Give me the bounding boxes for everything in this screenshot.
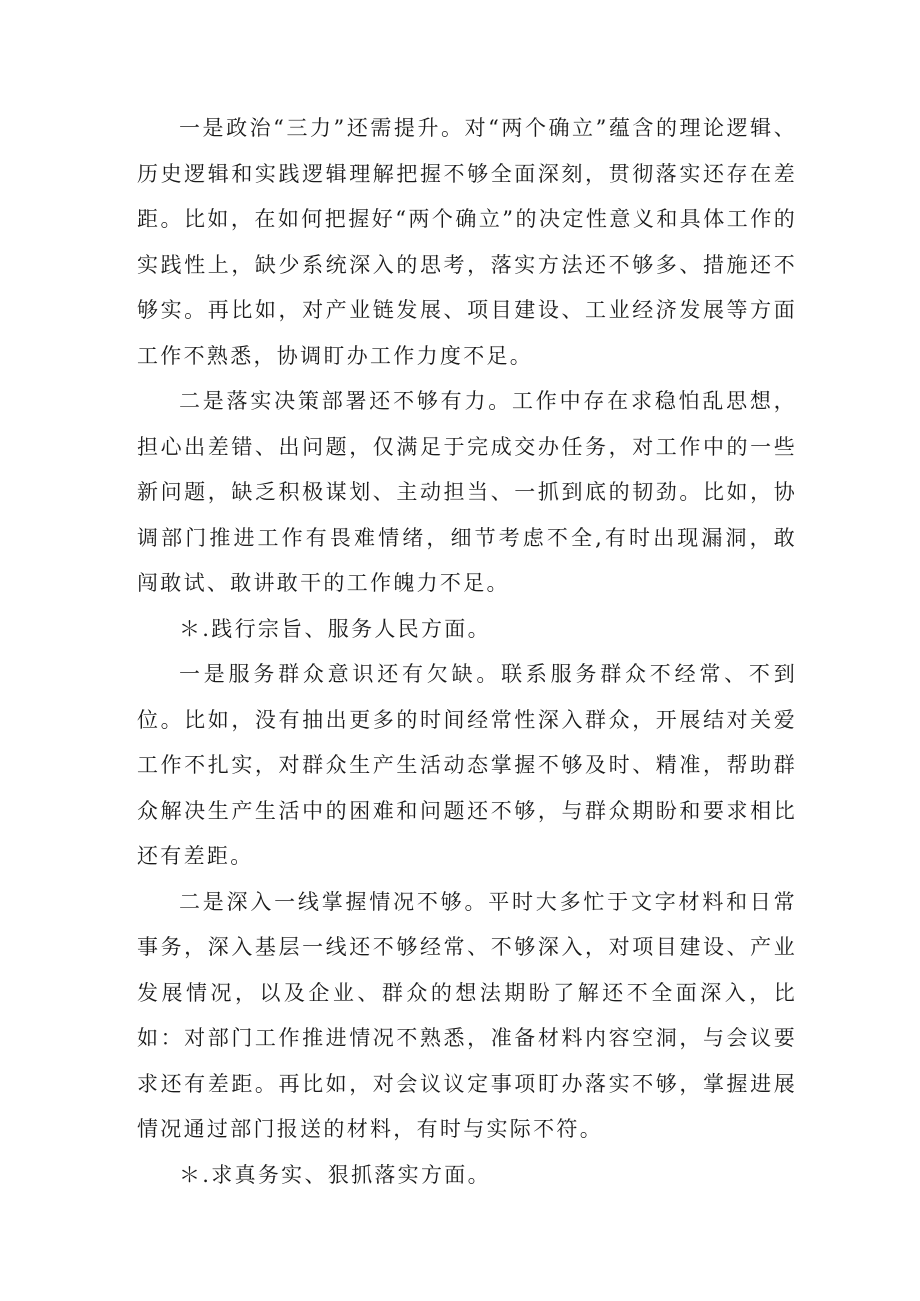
paragraph-political-ability: 一是政治“三力”还需提升。对“两个确立”蕴含的理论逻辑、历史逻辑和实践逻辑理解把握不够全面深刻，贯彻落实还存在差距。比如，在如何把握好“两个确立”的决定性意义和具体工作的实践性上，缺少系统深入的思考，落实方法还不够多、措施还不够实。再比如，对产业链发展、项目建设、工业经济发展等方面工作不熟悉，协调盯办工作力度不足。 bbox=[137, 116, 797, 368]
section-heading-serve-people: ＊.践行宗旨、服务人民方面。 bbox=[179, 616, 491, 641]
paragraph-frontline-understanding: 二是深入一线掌握情况不够。平时大多忙于文字材料和日常事务，深入基层一线还不够经常、不够深入，对项目建设、产业发展情况，以及企业、群众的想法期盼了解还不全面深入，比如：对部门工作推进情况不熟悉，准备材料内容空洞，与会议要求还有差距。再比如，对会议议定事项盯办落实不够，掌握进展情况通过部门报送的材料，有时与实际不符。 bbox=[137, 889, 797, 1141]
paragraph-service-awareness: 一是服务群众意识还有欠缺。联系服务群众不经常、不到位。比如，没有抽出更多的时间经常性深入群众，开展结对关爱工作不扎实，对群众生产生活动态掌握不够及时、精准，帮助群众解决生产生活中的困难和问题还不够，与群众期盼和要求相比还有差距。 bbox=[137, 662, 797, 868]
paragraph-implementation: 二是落实决策部署还不够有力。工作中存在求稳怕乱思想，担心出差错、出问题，仅满足于完成交办任务，对工作中的一些新问题，缺乏积极谋划、主动担当、一抓到底的韧劲。比如，协调部门推进工作有畏难情绪，细节考虑不全,有时出现漏洞，敢闯敢试、敢讲敢干的工作魄力不足。 bbox=[137, 389, 797, 595]
document-body bbox=[137, 106, 797, 1198]
section-heading-pragmatism: ＊.求真务实、狠抓落实方面。 bbox=[179, 1162, 491, 1187]
